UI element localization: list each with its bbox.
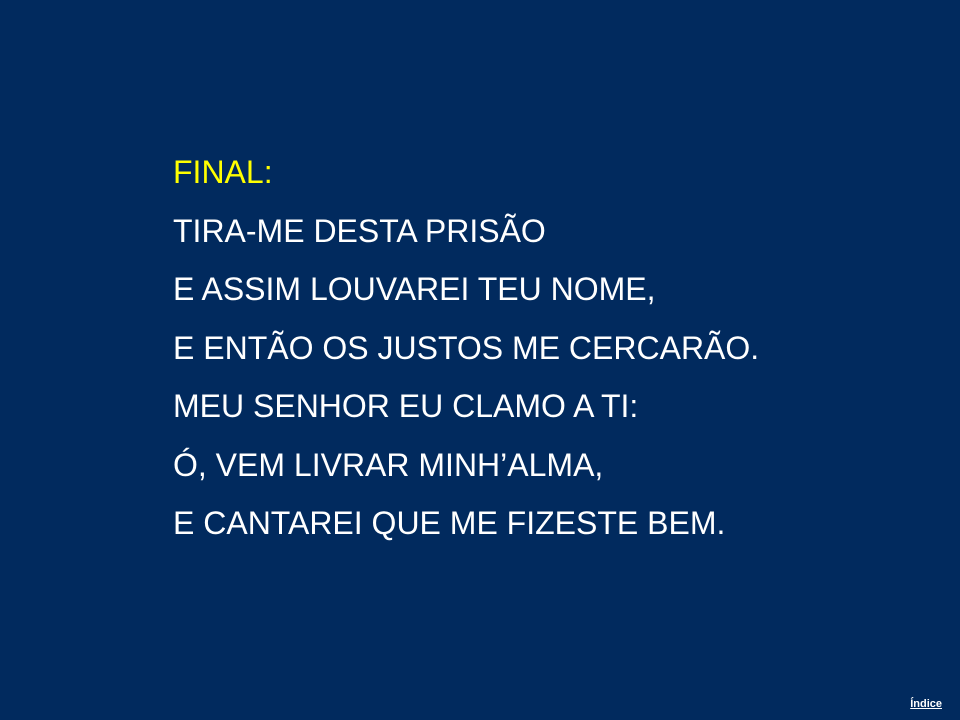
lyrics-block [173,143,759,553]
lyric-line-2: E ASSIM LOUVAREI TEU NOME, [173,271,656,307]
section-label: FINAL: [173,154,273,190]
lyric-line-4: MEU SENHOR EU CLAMO A TI: [173,388,639,424]
index-link[interactable]: Índice [910,698,942,710]
lyric-line-1: TIRA-ME DESTA PRISÃO [173,212,546,249]
lyric-line-3: E ENTÃO OS JUSTOS ME CERCARÃO. [173,329,760,366]
lyric-line-5: Ó, VEM LIVRAR MINH’ALMA, [173,446,604,483]
lyric-line-6: E CANTAREI QUE ME FIZESTE BEM. [173,505,726,541]
